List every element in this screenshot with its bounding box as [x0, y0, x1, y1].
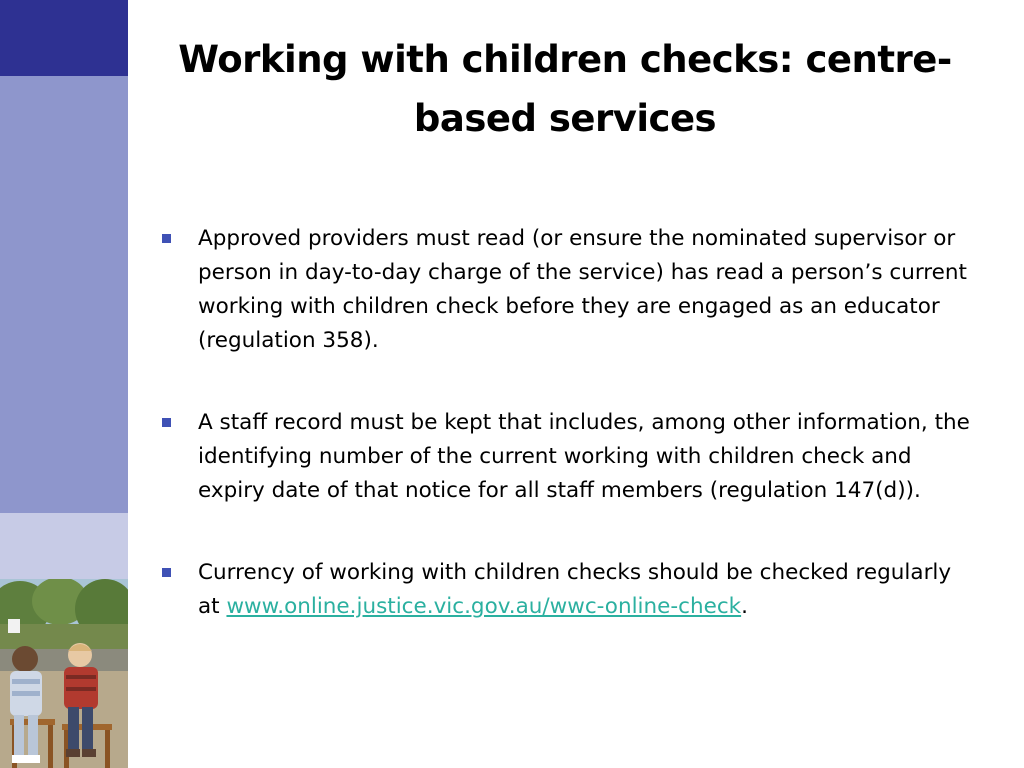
sidebar-block-light [0, 513, 128, 579]
square-bullet-icon [162, 568, 171, 577]
sidebar-block-mid [0, 76, 128, 513]
bullet-list [160, 222, 970, 672]
children-photo [0, 579, 128, 768]
slide-title: Working with children checks: centre-based services [178, 38, 952, 140]
bullet-item [160, 556, 970, 624]
bullet-text: Currency of working with children checks should be checked regularly at [198, 560, 952, 619]
bullet-text: Approved providers must read (or ensure the nominated supervisor or person in day-to-day charge of the service) has read a person’s current working with children check before they are engaged as an educator (regulation 358). [198, 226, 967, 353]
square-bullet-icon [162, 418, 171, 427]
wwc-online-check-link[interactable]: www.online.justice.vic.gov.au/wwc-online-check [226, 594, 742, 619]
bullet-item [160, 222, 970, 358]
sidebar-decoration [0, 0, 128, 768]
sidebar-block-dark [0, 0, 128, 76]
bullet-text-end: . [741, 594, 748, 619]
square-bullet-icon [162, 234, 171, 243]
bullet-item [160, 406, 970, 508]
bullet-text: A staff record must be kept that includes, among other information, the identifying number of the current working with children check and expiry date of that notice for all staff members (regulation 147(d)). [198, 410, 970, 503]
